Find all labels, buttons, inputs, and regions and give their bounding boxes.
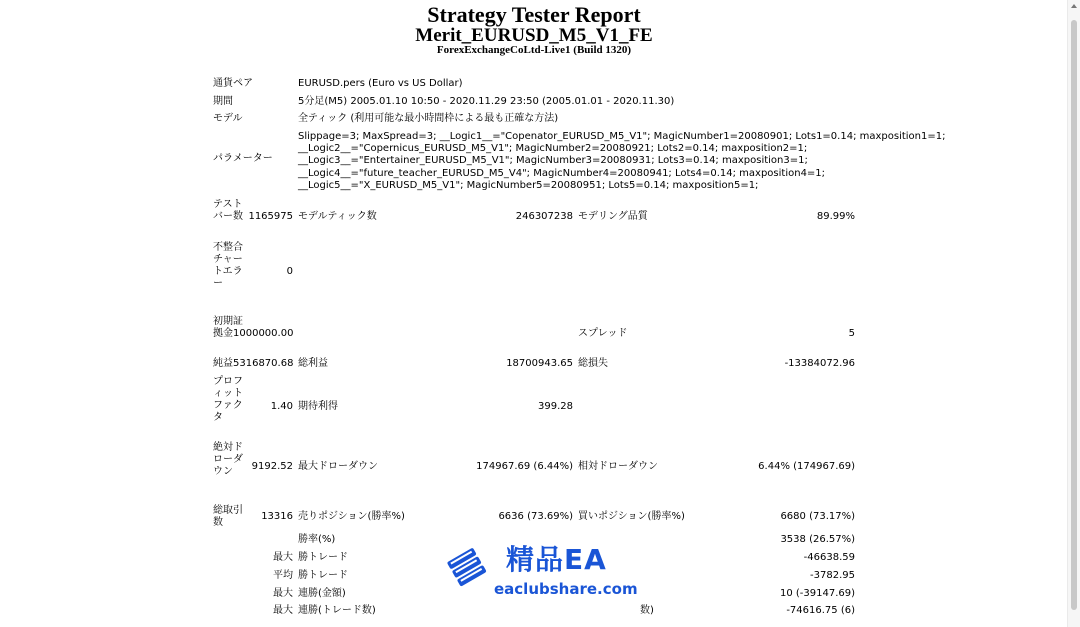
params-line: __Logic4__="future_teacher_EURUSD_M5_V4"; MagicNumber4=20080941; Lots4=0.14; maxposition4=1; <box>298 167 826 179</box>
params-line: __Logic3__="Entertainer_EURUSD_M5_V1"; MagicNumber3=20080931; Lots3=0.14; maxposition3=1; <box>298 155 808 167</box>
rel-dd-value: 6.44% (174967.69) <box>758 461 855 472</box>
report-title: Strategy Tester Report <box>427 2 641 27</box>
symbol-value: EURUSD.pers (Euro vs US Dollar) <box>298 78 463 89</box>
short-value: 6636 (73.69%) <box>498 511 573 522</box>
period-value: 5分足(M5) 2005.01.10 10:50 - 2020.11.29 23:50 (2005.01.01 - 2020.11.30) <box>298 96 675 107</box>
period-label: 期間 <box>213 96 233 107</box>
spread-value: 5 <box>848 328 855 339</box>
bars-label: テストバー数 <box>213 199 243 222</box>
consec-count-label: 連勝(トレード数) <box>298 605 376 616</box>
quality-value: 89.99% <box>816 211 855 222</box>
model-label: モデル <box>213 113 243 124</box>
expected-value: 399.28 <box>538 401 573 412</box>
winrate-value: 3538 (26.57%) <box>780 534 855 545</box>
trades-value: 13316 <box>261 511 293 522</box>
mismatch-label: 不整合チャートエラー <box>213 242 243 289</box>
short-label: 売りポジション(勝率%) <box>298 511 405 522</box>
stacked-books-logo-icon <box>444 542 494 592</box>
deposit-label: 初期証拠金 <box>213 316 243 339</box>
scroll-up-arrow-icon[interactable] <box>1071 4 1077 8</box>
mismatch-value: 0 <box>286 266 293 277</box>
pf-label: プロフィットファクタ <box>213 376 243 423</box>
watermark <box>444 540 644 600</box>
params-line: __Logic5__="X_EURUSD_M5_V1"; MagicNumber5=20080951; Lots5=0.14; maxposition5=1; <box>298 179 759 191</box>
quality-label: モデリング品質 <box>578 211 648 222</box>
symbol-label: 通貨ペア <box>213 78 253 89</box>
gross-loss-value: -13384072.96 <box>784 358 855 369</box>
scrollbar-thumb[interactable] <box>1071 20 1077 610</box>
max-label-3: 最大 <box>273 605 293 616</box>
max-label: 最大 <box>273 552 293 563</box>
report-server: ForexExchangeCoLtd-Live1 (Build 1320) <box>436 44 632 56</box>
consec-amount-label: 連勝(金額) <box>298 588 346 599</box>
spread-label: スプレッド <box>578 328 628 339</box>
watermark-url: eaclubshare.com <box>494 580 638 598</box>
params-label: パラメーター <box>213 153 273 164</box>
rel-dd-label: 相対ドローダウン <box>578 461 658 472</box>
long-label: 買いポジション(勝率%) <box>578 511 685 522</box>
avg-label: 平均 <box>273 570 293 581</box>
ticks-label: モデルティック数 <box>298 211 377 222</box>
vertical-scrollbar[interactable] <box>1067 0 1080 627</box>
params-line: __Logic2__="Copernicus_EURUSD_M5_V1"; MagicNumber2=20080921; Lots2=0.14; maxposition2=1; <box>298 143 808 155</box>
winrate-label: 勝率(%) <box>298 534 336 545</box>
params-line: Slippage=3; MaxSpread=3; __Logic1__="Copenator_EURUSD_M5_V1"; MagicNumber1=20080901; Lots1=0.14; maxposition1=1; <box>298 131 946 142</box>
max-dd-label: 最大ドローダウン <box>298 461 378 472</box>
gross-loss-label: 総損失 <box>578 358 608 369</box>
model-value: 全ティック (利用可能な最小時間枠による最も正確な方法) <box>298 113 559 124</box>
deposit-value: 1000000.00 <box>233 328 294 339</box>
consec-count-value: -74616.75 (6) <box>786 605 855 616</box>
abs-dd-value: 9192.52 <box>251 461 293 472</box>
avg-win-trade-label: 勝トレード <box>298 570 348 581</box>
gross-profit-label: 総利益 <box>298 358 328 369</box>
max-loss-value: -46638.59 <box>803 552 855 563</box>
consec-count-tail: 数) <box>640 605 654 616</box>
trades-label: 総取引数 <box>213 505 243 528</box>
ticks-value: 246307238 <box>515 211 573 222</box>
net-value: 5316870.68 <box>233 358 294 369</box>
gross-profit-value: 18700943.65 <box>506 358 573 369</box>
expected-label: 期待利得 <box>298 401 338 412</box>
report-subtitle: Merit_EURUSD_M5_V1_FE <box>415 25 653 46</box>
avg-loss-value: -3782.95 <box>810 570 855 581</box>
max-dd-value: 174967.69 (6.44%) <box>476 461 573 472</box>
params-value <box>298 131 946 192</box>
pf-value: 1.40 <box>270 401 293 412</box>
abs-dd-label: 絶対ドローダウン <box>213 442 243 477</box>
watermark-title: 精品EA <box>506 543 607 576</box>
consec-amount-value: 10 (-39147.69) <box>779 588 855 599</box>
bars-value: 1165975 <box>248 211 293 222</box>
max-win-trade-label: 勝トレード <box>298 552 348 563</box>
max-label-2: 最大 <box>273 588 293 599</box>
net-label: 純益 <box>213 358 233 369</box>
long-value: 6680 (73.17%) <box>780 511 855 522</box>
